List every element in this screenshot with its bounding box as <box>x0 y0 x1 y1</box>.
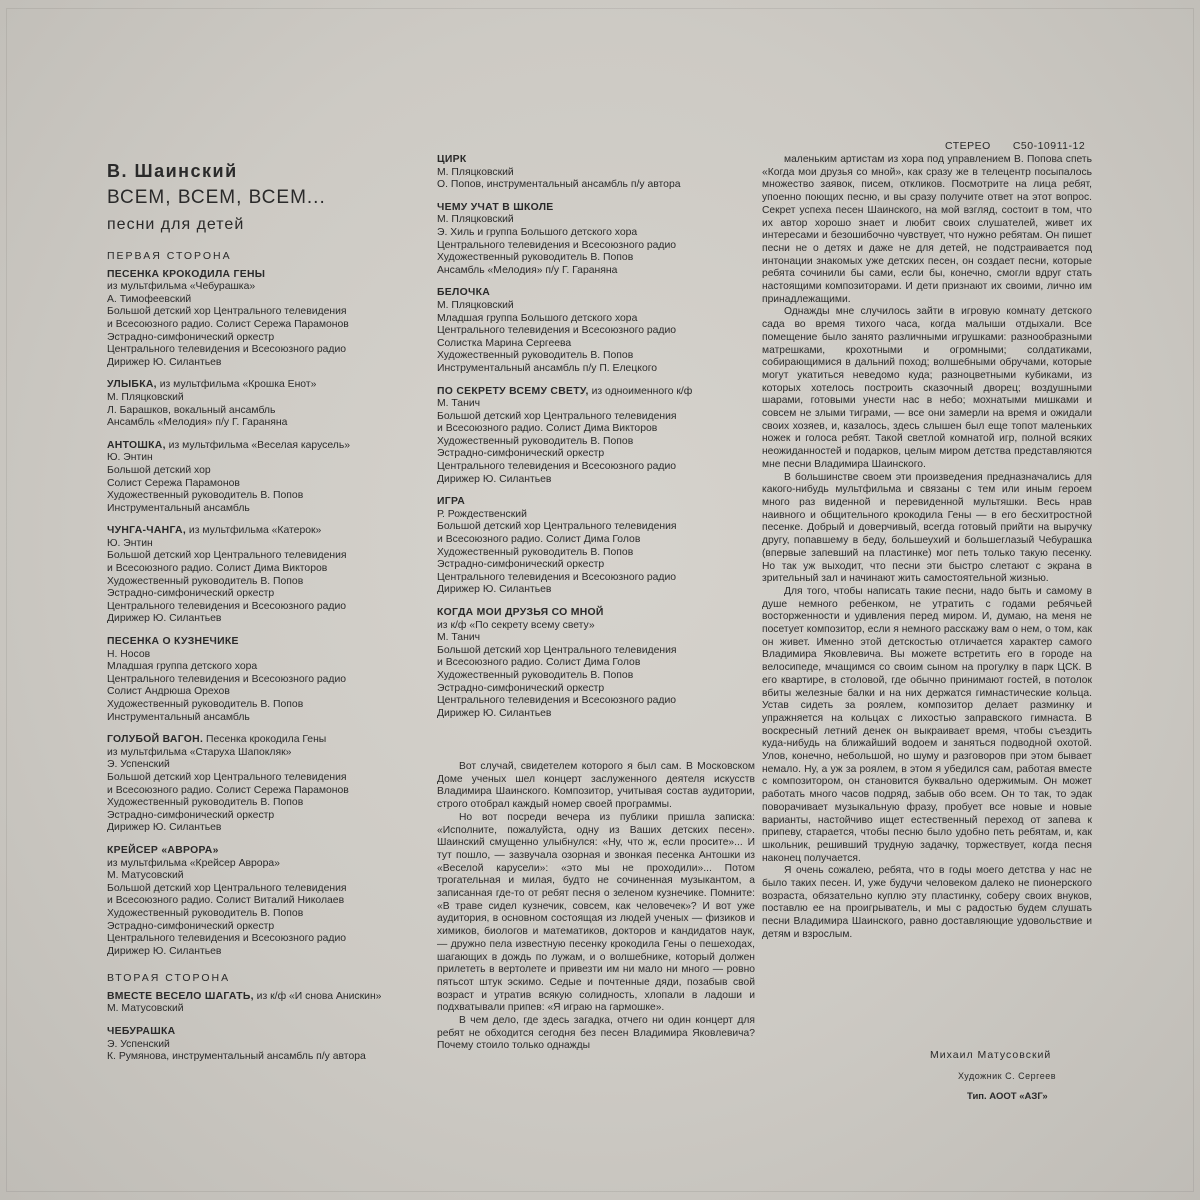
track-entry <box>107 1026 427 1064</box>
track-title: ЧЕМУ УЧАТ В ШКОЛЕ <box>437 201 554 213</box>
track-credit-line: А. Тимофеевский <box>107 293 192 305</box>
track-credit-line: Центрального телевидения и Всесоюзного радио <box>107 600 347 612</box>
track-credit-line: Большой детский хор Центрального телевидения <box>437 644 677 656</box>
track-entry <box>107 734 427 835</box>
track-entry <box>107 636 427 724</box>
track-entry <box>437 607 757 720</box>
track-credit-line: Эстрадно-симфонический оркестр <box>437 559 605 571</box>
stereo-label: СТЕРЕО <box>945 140 991 152</box>
side-two-tracks-part1 <box>107 991 427 1064</box>
side-two-tracks-part2 <box>437 154 757 720</box>
track-title: ИГРА <box>437 496 466 508</box>
track-credit-line: Инструментальный ансамбль <box>107 711 250 723</box>
liner-notes-part2 <box>762 154 1092 942</box>
track-credit-line: из мультфильма «Чебурашка» <box>107 281 256 293</box>
track-credit-line: Дирижер Ю. Силантьев <box>437 584 552 596</box>
track-credit-line: М. Пляцковский <box>437 166 514 178</box>
track-credit-line: М. Матусовский <box>107 1003 184 1015</box>
track-credit-line: Р. Рождественский <box>437 508 527 520</box>
track-credit-line: Большой детский хор Центрального телевидения <box>107 306 347 318</box>
track-title: КОГДА МОИ ДРУЗЬЯ СО МНОЙ <box>437 607 604 618</box>
essay-author: Михаил Матусовский <box>930 1049 1052 1061</box>
track-credit-line: Ансамбль «Мелодия» п/у Г. Гараняна <box>437 264 618 276</box>
track-credit-line: Художественный руководитель В. Попов <box>437 669 634 681</box>
track-title: ПЕСЕНКА О КУЗНЕЧИКЕ <box>107 636 239 648</box>
track-credit-line: Младшая группа детского хора <box>107 661 258 673</box>
track-credit-line: Большой детский хор Центрального телевидения <box>437 521 677 533</box>
track-credit-line: М. Матусовский <box>107 870 184 882</box>
tracklist-column-1 <box>107 160 427 1074</box>
track-credit-line: Дирижер Ю. Силантьев <box>437 707 552 719</box>
track-credit-line: Большой детский хор Центрального телевидения <box>107 882 347 894</box>
track-credit-line: Эстрадно-симфонический оркестр <box>437 448 605 460</box>
liner-notes-part1 <box>437 761 755 1053</box>
essay-paragraph: маленьким артистам из хора под управлением В. Попова спеть «Когда мои друзья со мной», как сразу же в телецентр посыпалось множество заявок, писем, откликов. Посмотрите на лица ребят, упоенно поющих песню, и вы сразу получите ответ на этот вопрос. Секрет успеха песен Шаинского, на мой взгляд, состоит в том, что их автор хорошо знает и любит своих слушателей, живет их интересами и безошибочно чувствует, что нужно ребятам. Он пишет песни не о детях и даже не для детей, не подстраивается под интонации знакомых уже детских песен, он создает песни, которые ребята сочинили бы сами, если бы, конечно, смогли вдруг стать настоящими композиторами. И дети признают их своими, лично им принадлежащими. <box>762 154 1092 305</box>
track-credit-line: М. Пляцковский <box>437 299 514 311</box>
track-title: ПЕСЕНКА КРОКОДИЛА ГЕНЫ <box>107 268 266 280</box>
track-credit-line: Младшая группа Большого детского хора <box>437 312 638 324</box>
track-title: ВМЕСТЕ ВЕСЕЛО ШАГАТЬ, из к/ф «И снова Анискин» <box>107 990 382 1002</box>
track-credit-line: и Всесоюзного радио. Солист Сережа Парамонов <box>107 784 349 796</box>
track-credit-line: Эстрадно-симфонический оркестр <box>107 809 275 821</box>
track-credit-line: Художественный руководитель В. Попов <box>437 546 634 558</box>
track-credit-line: Большой детский хор <box>107 464 211 476</box>
track-credit-line: Художественный руководитель В. Попов <box>107 797 304 809</box>
track-title: УЛЫБКА, из мультфильма «Крошка Енот» <box>107 379 317 391</box>
essay-paragraph: В большинстве своем эти произведения предназначались для какого-нибудь мультфильма и связаны с тем или иным героем много раз виденной и перевиденной мультяшки. Весь нрав наивного и общительного крокодила Гены — в его бесхитростной песенке. Добрый и доверчивый, всегда готовый прийти на выручку другу, попавшему в беду, большеухий и большеглазый Чебурашка (впервые запевший на пластинке) мог петь только такую песенку. Но так уж выходит, что песни эти быстро слетают с экрана в зрительный зал и начинают жить самостоятельной жизнью. <box>762 471 1092 585</box>
track-title: ЧЕБУРАШКА <box>107 1026 176 1038</box>
track-credit-line: Инструментальный ансамбль п/у П. Елецкого <box>437 362 658 374</box>
track-credit-line: Дирижер Ю. Силантьев <box>437 473 552 485</box>
track-entry <box>107 991 427 1016</box>
track-credit-line: и Всесоюзного радио. Солист Дима Голов <box>437 657 641 669</box>
track-credit-line: Центрального телевидения и Всесоюзного радио <box>437 461 677 473</box>
track-credit-line: М. Пляцковский <box>107 391 184 403</box>
track-credit-line: Солист Сережа Парамонов <box>107 477 240 489</box>
track-credit-line: Ю. Энтин <box>107 537 153 549</box>
track-credit-line: Дирижер Ю. Силантьев <box>107 356 222 368</box>
track-credit-line: Э. Успенский <box>107 1038 170 1050</box>
track-credit-line: Центрального телевидения и Всесоюзного радио <box>437 695 677 707</box>
track-credit-line: М. Танич <box>437 398 481 410</box>
track-title: ГОЛУБОЙ ВАГОН. Песенка крокодила Гены <box>107 734 327 746</box>
track-credit-line: Н. Носов <box>107 648 151 660</box>
track-entry <box>107 379 427 429</box>
track-entry <box>437 154 757 192</box>
track-credit-line: из к/ф «По секрету всему свету» <box>437 619 595 631</box>
side-two-heading: ВТОРАЯ СТОРОНА <box>107 972 231 985</box>
track-credit-line: Дирижер Ю. Силантьев <box>107 822 222 834</box>
essay-paragraph: Но вот посреди вечера из публики пришла записка: «Исполните, пожалуйста, одну из Ваших детских песен». Шаинский смущенно улыбнулся: «Ну, что ж, если просите»... И тут пошло, — зазвучала озорная и звонкая песенка Антошки из «Веселой карусели»: «это мы не проходили»... Потом трогательная и милая, будто не сочиненная музыкантом, а записанная где-то от ребят песня о зеленом кузнечике. Помните: «В траве сидел кузнечик, совсем, как человечек»? И вот уже аудитория, в основном состоящая из людей ученых — физиков и химиков, биологов и математиков, докторов и кандидатов наук, — дружно пела известную песенку крокодила Гены о пешеходах, шагающих в дождь по лужам, и о волшебнике, который должен прилететь в вертолете и привезти им ни мало ни много — ровно пятьсот штук эскимо. Седые и почтенные дяди, позабыв свой возраст и утратив всякую солидность, хлопали в ладоши и подхватывали припев: «Я играю на гармошке». <box>437 811 755 1014</box>
track-credit-line: Э. Хиль и группа Большого детского хора <box>437 226 638 238</box>
essay-paragraph: Я очень сожалею, ребята, что в годы моего детства у нас не было таких песен. И, уже будучи человеком далеко не пионерского возраста, обязательно куплю эту пластинку, соберу своих внуков, поставлю ее на проигрыватель, и мы с радостью будем слушать песни Владимира Шаинского, равно доставляющие удовольствие и детям и взрослым. <box>762 865 1092 940</box>
track-credit-line: Ансамбль «Мелодия» п/у Г. Гараняна <box>107 417 288 429</box>
track-credit-line: Ю. Энтин <box>107 452 153 464</box>
track-credit-line: Большой детский хор Центрального телевидения <box>107 550 347 562</box>
track-credit-line: М. Танич <box>437 632 481 644</box>
track-entry <box>437 386 757 487</box>
track-credit-line: Большой детский хор Центрального телевидения <box>437 410 677 422</box>
track-credit-line: Л. Барашков, вокальный ансамбль <box>107 404 276 416</box>
track-title: ЧУНГА-ЧАНГА, из мультфильма «Катерок» <box>107 525 322 537</box>
track-credit-line: Художественный руководитель В. Попов <box>107 490 304 502</box>
track-credit-line: Большой детский хор Центрального телевидения <box>107 771 347 783</box>
track-entry <box>107 269 427 370</box>
track-credit-line: Художественный руководитель В. Попов <box>437 252 634 264</box>
track-entry <box>437 202 757 278</box>
track-entry <box>107 440 427 516</box>
catalog-number: С50-10911-12 <box>1012 140 1086 152</box>
essay-paragraph: Однажды мне случилось зайти в игровую комнату детского сада во время тихого часа, когда малыши отдыхали. Все помещение было занято различными игрушками: разнообразными матрешками, крохотными и огромными; солдатиками, собирающимися в дальний поход; волшебными обручами, которые могут укатиться неведомо куда; разноцветными кубиками, из которых хотелось построить сказочный дворец; воздушными шарами, готовыми унести нас в небо; мохнатыми мишками и совсем не злыми тиграми, — все они замерли на время и ожидали своих хозяев, и, казалось, здесь слышен был еще топот маленьких ножек и голоса ребят. Такой светлой комнатой игр, полной всяких неожиданностей и подарков, целым миром детства представляются мне песни Владимира Шаинского. <box>762 306 1092 470</box>
track-credit-line: из мультфильма «Крейсер Аврора» <box>107 857 280 869</box>
tracklist-column-2 <box>437 154 757 730</box>
track-credit-line: Художественный руководитель В. Попов <box>107 907 304 919</box>
track-credit-line: и Всесоюзного радио. Солист Дима Викторов <box>437 423 658 435</box>
track-credit-line: Дирижер Ю. Силантьев <box>107 945 222 957</box>
track-credit-line: и Всесоюзного радио. Солист Виталий Николаев <box>107 895 345 907</box>
track-credit-line: и Всесоюзного радио. Солист Дима Викторов <box>107 563 328 575</box>
side-one-heading: ПЕРВАЯ СТОРОНА <box>107 250 232 262</box>
track-title: БЕЛОЧКА <box>437 287 491 299</box>
track-credit-line: Художественный руководитель В. Попов <box>437 350 634 362</box>
track-credit-line: Художественный руководитель В. Попов <box>107 699 304 710</box>
track-entry <box>437 287 757 375</box>
track-credit-line: О. Попов, инструментальный ансамбль п/у автора <box>437 179 681 191</box>
track-credit-line: и Всесоюзного радио. Солист Сережа Парамонов <box>107 318 349 330</box>
catalog-line <box>945 140 1107 152</box>
side-one-tracks <box>107 269 427 959</box>
essay-paragraph: Для того, чтобы написать такие песни, надо быть и самому в душе немного ребенком, не утратить с годами ребячьей восторженности и удивления перед миром. И, думаю, на меня не посетует композитор, если я немного расскажу вам о нем, о том, как он живет. Именно этой детскостью отличается характер самого Владимира Яковлевича. Вы можете встретить его в городе на велосипеде, мчащимся со своим сыном на прогулку в парк ЦСК. В его квартире, в столовой, где обычно принимают гостей, в потолок вбиты железные балки и на них держатся гимнастические кольца. Устав сидеть за роялем, композитор делает разминку и упражняется на кольцах с лихостью заправского гимнаста. В воскресный летний денек он выкраивает время, чтобы съездить куда-нибудь на ближайший водоем и заняться подводной охотой. Улов, конечно, небольшой, но шуму и разговоров при этом бывает немало. Ну, а уж за роялем, в этом я убедился сам, работая вместе с композитором, он становится буквально одержимым. Он может работать много часов подряд, забыв обо всем. Он то так, то эдак поворачивает музыкальную фразу, пробует все новые и новые варианты, настойчиво ищет естественный переход от запева к припеву, старается, чтобы песню было удобно петь ребятам, и, как школьник, решивший трудную задачку, торжествует, когда песня наконец получается. <box>762 585 1092 864</box>
track-credit-line: М. Пляцковский <box>437 214 514 226</box>
printer-credit: Тип. АООТ «АЗГ» <box>967 1091 1048 1102</box>
track-credit-line: Эстрадно-симфонический оркестр <box>107 588 275 600</box>
album-title: ВСЕМ, ВСЕМ, ВСЕМ... <box>107 187 326 208</box>
track-credit-line: Э. Успенский <box>107 759 170 771</box>
track-entry <box>107 525 427 626</box>
track-credit-line: Дирижер Ю. Силантьев <box>107 613 222 625</box>
artist-name: В. Шаинский <box>107 161 238 181</box>
track-credit-line: Солист Андрюша Орехов <box>107 686 230 698</box>
track-title: ПО СЕКРЕТУ ВСЕМУ СВЕТУ, из одноименного к/ф <box>437 385 693 397</box>
track-credit-line: Центрального телевидения и Всесоюзного радио <box>437 325 677 337</box>
track-credit-line: Инструментальный ансамбль <box>107 502 250 514</box>
track-credit-line: Центрального телевидения и Всесоюзного радио <box>437 239 677 251</box>
track-credit-line: и Всесоюзного радио. Солист Дима Голов <box>437 534 641 546</box>
track-credit-line: Центрального телевидения и Всесоюзного радио <box>107 673 347 685</box>
track-credit-line: Центрального телевидения и Всесоюзного радио <box>107 933 347 945</box>
track-credit-line: Эстрадно-симфонический оркестр <box>437 682 605 694</box>
track-credit-line: Центрального телевидения и Всесоюзного радио <box>437 571 677 583</box>
track-credit-line: К. Румянова, инструментальный ансамбль п/у автора <box>107 1051 366 1063</box>
track-credit-line: Художественный руководитель В. Попов <box>107 575 304 587</box>
track-title: АНТОШКА, из мультфильма «Веселая карусель» <box>107 439 351 451</box>
track-credit-line: из мультфильма «Старуха Шапокляк» <box>107 746 292 758</box>
track-title: ЦИРК <box>437 154 467 165</box>
track-credit-line: Эстрадно-симфонический оркестр <box>107 331 275 343</box>
track-credit-line: Солистка Марина Сергеева <box>437 337 572 349</box>
cover-artist-credit: Художник С. Сергеев <box>958 1071 1057 1081</box>
track-title: КРЕЙСЕР «АВРОРА» <box>107 844 219 856</box>
track-credit-line: Центрального телевидения и Всесоюзного радио <box>107 344 347 356</box>
essay-paragraph: В чем дело, где здесь загадка, отчего ни один концерт для ребят не обходится сегодня без песен Владимира Яковлевича? Почему стоило только однажды <box>437 1015 755 1052</box>
track-credit-line: Художественный руководитель В. Попов <box>437 435 634 447</box>
album-subtitle: песни для детей <box>107 216 245 233</box>
track-entry <box>107 845 427 958</box>
essay-paragraph: Вот случай, свидетелем которого я был сам. В Московском Доме ученых шел концерт заслуженного деятеля искусств Владимира Шаинского. Композитор, учитывая состав аудитории, строго отобрал каждый номер своей программы. <box>437 761 755 811</box>
track-credit-line: Эстрадно-симфонический оркестр <box>107 920 275 932</box>
track-entry <box>437 496 757 597</box>
